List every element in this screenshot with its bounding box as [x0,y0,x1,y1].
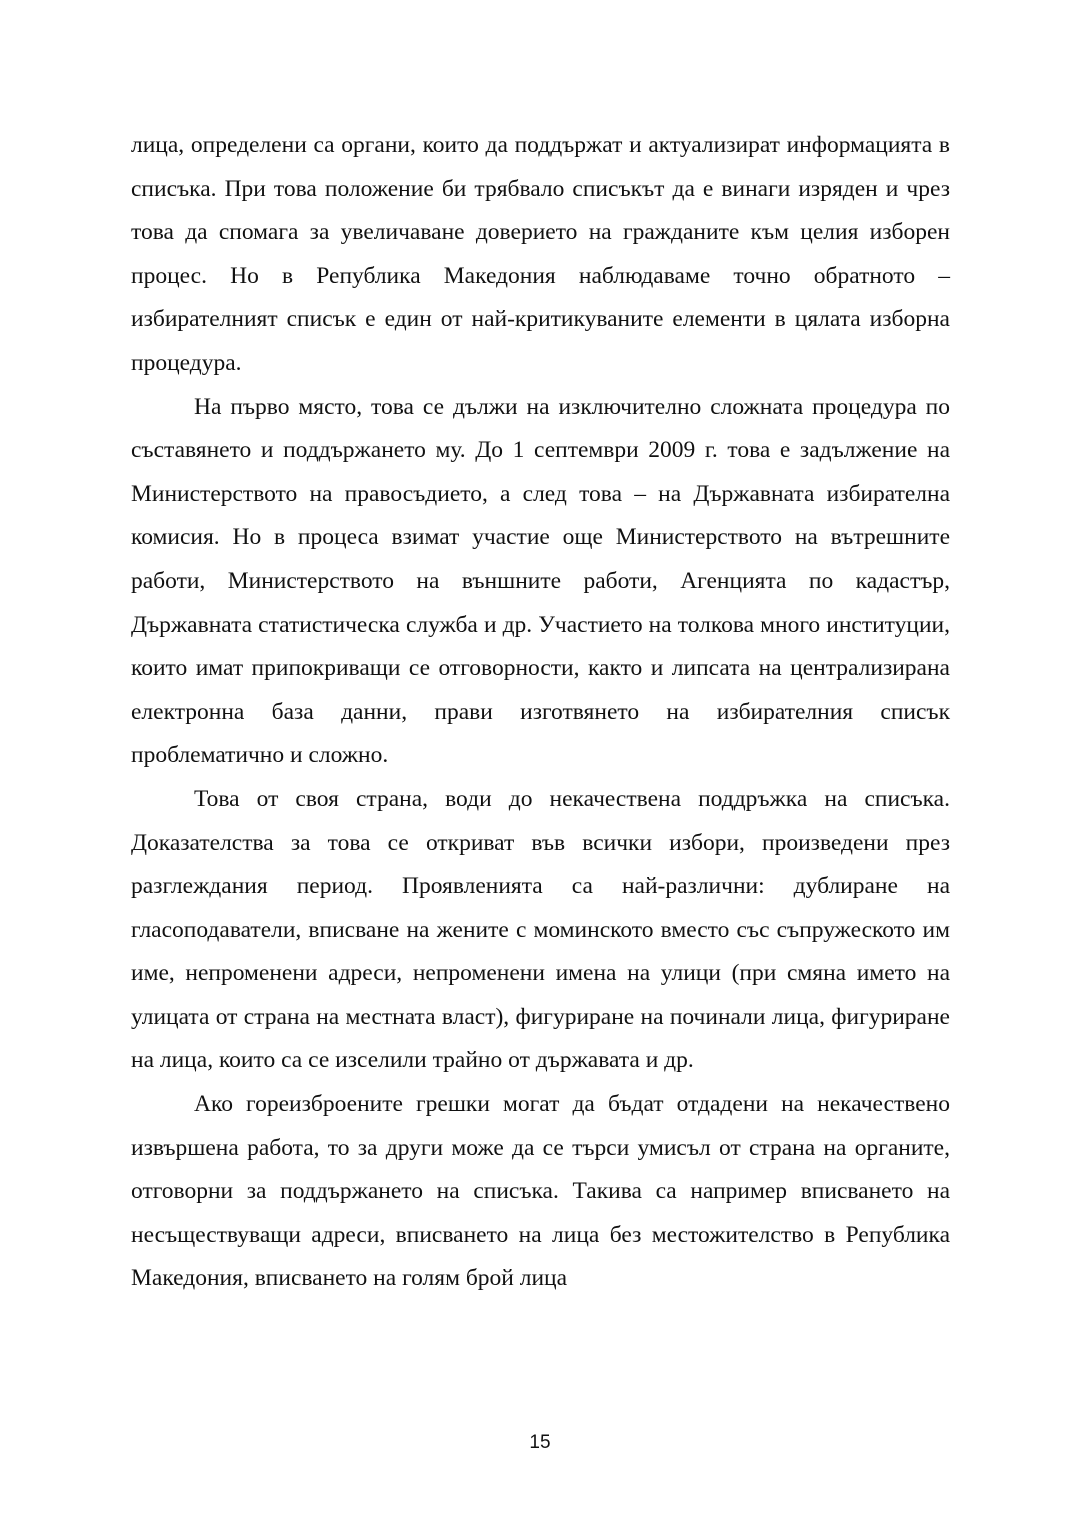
paragraph-maintenance: Това от своя страна, води до некачествена поддръжка на списъка. Доказателства за това се откриват във всички избори, произведени през разглеждания период. Проявленията са най-различни: дублиране на гласоподаватели, вписване на жените с моминското вместо със съпружеското им име, непроменени адреси, непроменени имена на улици (при смяна името на улицата от страна на местната власт), фигуриране на починали лица, фигуриране на лица, които са се изселили трайно от държавата и др. [131,785,950,1074]
paragraph-procedure: На първо място, това се дължи на изключително сложната процедура по съставянето и поддържането му. До 1 септември 2009 г. това е задължение на Министерството на правосъдието, а след това – на Държавната избирателна комисия. Но в процеса взимат участие още Министерството на вътрешните работи, Министерството на външните работи, Агенцията по кадастър, Държавната статистическа служба и др. Участието на толкова много институции, които имат припокриващи се отговорности, както и липсата на централизирана електронна база данни, прави изготвянето на избирателния списък проблематично и сложно. [131,393,950,769]
paragraph-continued: лица, определени са органи, които да поддържат и актуализират информацията в списъка. При това положение би трябвало списъкът да е винаги изряден и чрез това да спомага за увеличаване доверието на гражданите към целия изборен процес. Но в Република Македония наблюдаваме точно обратното – избирателният списък е един от най-критикуваните елементи в цялата изборна процедура. [131,132,950,376]
body-text [131,124,950,1301]
paragraph-intent: Ако гореизброените грешки могат да бъдат отдадени на некачествено извършена работа, то за други може да се търси умисъл от страна на органите, отговорни за поддържането на списъка. Такива са например вписването на несъществуващи адреси, вписването на лица без местожителство в Република Македония, вписването на голям брой лица [131,1091,950,1292]
page-number: 15 [529,1432,551,1453]
